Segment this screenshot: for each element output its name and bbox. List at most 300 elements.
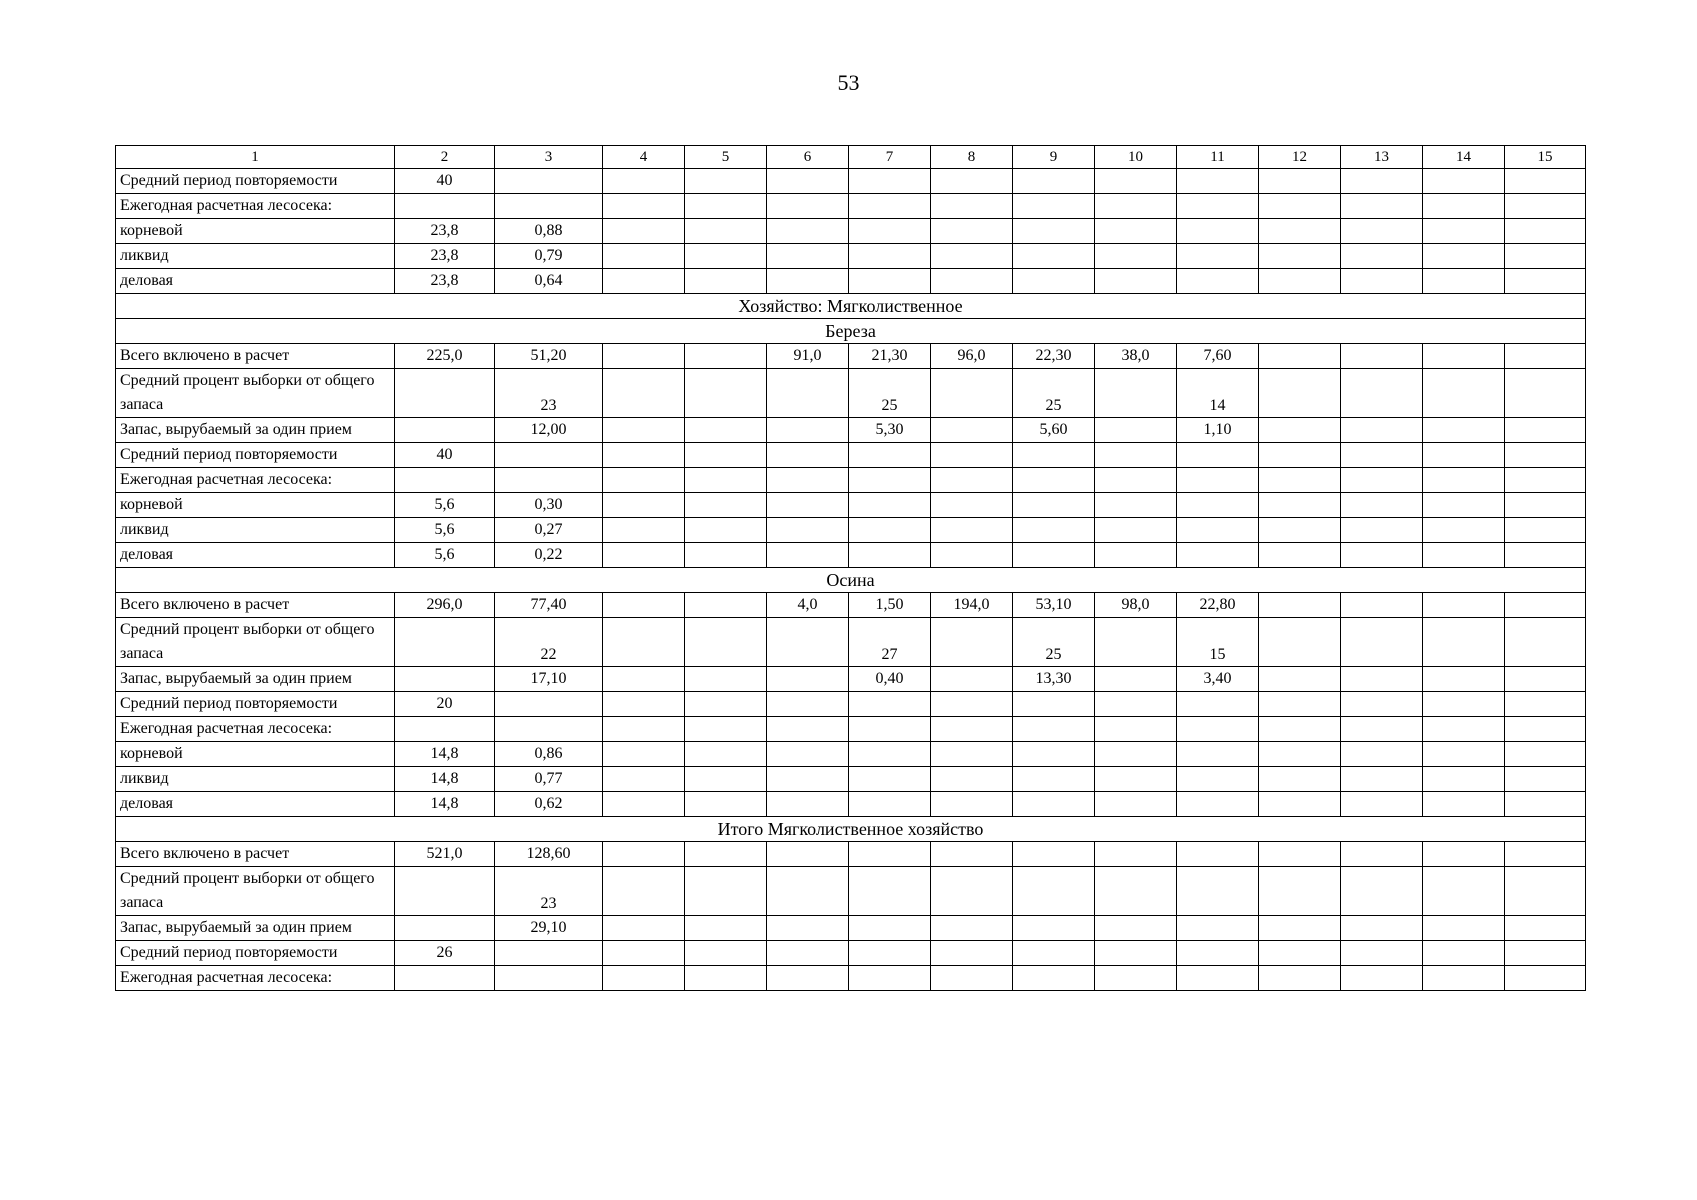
section-title: Осина (116, 568, 1586, 593)
table-cell (767, 269, 849, 294)
table-cell (1423, 543, 1505, 568)
table-cell (931, 966, 1013, 991)
table-cell (1341, 344, 1423, 369)
row-label: Ежегодная расчетная лесосека: (116, 717, 395, 742)
table-row (116, 593, 1586, 618)
table-cell (849, 194, 931, 219)
table-cell (685, 842, 767, 867)
table-cell (1095, 468, 1177, 493)
table-cell (767, 219, 849, 244)
table-cell: 17,10 (495, 667, 603, 692)
table-cell (685, 916, 767, 941)
table-cell: 0,30 (495, 493, 603, 518)
row-label: ликвид (116, 518, 395, 543)
table-cell (767, 767, 849, 792)
row-label: ликвид (116, 244, 395, 269)
table-cell (931, 194, 1013, 219)
table-cell (685, 468, 767, 493)
table-cell (1013, 194, 1095, 219)
table-cell (767, 916, 849, 941)
table-cell (767, 443, 849, 468)
table-cell (395, 468, 495, 493)
table-cell (1341, 518, 1423, 543)
table-cell (931, 792, 1013, 817)
table-cell (603, 941, 685, 966)
table-cell (603, 493, 685, 518)
table-cell (931, 692, 1013, 717)
table-row (116, 966, 1586, 991)
table-cell (767, 493, 849, 518)
table-cell (849, 966, 931, 991)
table-cell (931, 667, 1013, 692)
table-cell (767, 692, 849, 717)
table-cell (1423, 842, 1505, 867)
column-number-cell: 15 (1505, 146, 1586, 169)
table-cell (1341, 966, 1423, 991)
table-cell (931, 493, 1013, 518)
table-cell (1095, 194, 1177, 219)
table-cell (1341, 618, 1423, 667)
row-label: Средний период повторяемости (116, 443, 395, 468)
table-cell (1423, 443, 1505, 468)
table-cell (931, 518, 1013, 543)
table-cell (1423, 518, 1505, 543)
table-cell: 23,8 (395, 244, 495, 269)
table-cell (1259, 941, 1341, 966)
table-cell (1505, 941, 1586, 966)
table-cell (1341, 169, 1423, 194)
table-cell (1505, 717, 1586, 742)
table-cell (1505, 269, 1586, 294)
column-number-cell: 5 (685, 146, 767, 169)
table-cell (685, 344, 767, 369)
table-cell (1259, 269, 1341, 294)
table-cell (603, 468, 685, 493)
table-row (116, 418, 1586, 443)
table-cell (1259, 867, 1341, 916)
table-cell: 77,40 (495, 593, 603, 618)
row-label: корневой (116, 219, 395, 244)
table-cell: 23,8 (395, 219, 495, 244)
table-cell (1505, 169, 1586, 194)
table-cell (395, 717, 495, 742)
row-label: ликвид (116, 767, 395, 792)
column-number-cell: 2 (395, 146, 495, 169)
row-label: Средний процент выборки от общего запаса (116, 867, 395, 916)
table-cell (685, 867, 767, 916)
table-cell: 96,0 (931, 344, 1013, 369)
table-cell (1505, 618, 1586, 667)
table-cell (1095, 867, 1177, 916)
table-cell (1423, 269, 1505, 294)
row-label: Запас, вырубаемый за один прием (116, 667, 395, 692)
table-cell (767, 194, 849, 219)
table-cell (603, 169, 685, 194)
table-cell (1177, 717, 1259, 742)
table-cell (1505, 194, 1586, 219)
table-cell (1177, 916, 1259, 941)
section-header-row (116, 568, 1586, 593)
table-cell (1259, 692, 1341, 717)
table-cell (767, 867, 849, 916)
table-cell (1423, 792, 1505, 817)
table-cell (1423, 966, 1505, 991)
table-cell (1177, 468, 1259, 493)
table-cell: 14,8 (395, 767, 495, 792)
table-cell (849, 941, 931, 966)
table-cell (1095, 767, 1177, 792)
table-row (116, 767, 1586, 792)
table-cell: 38,0 (1095, 344, 1177, 369)
table-body (116, 146, 1586, 991)
table-cell (1177, 219, 1259, 244)
table-cell (1259, 493, 1341, 518)
column-number-cell: 14 (1423, 146, 1505, 169)
table-cell (849, 916, 931, 941)
section-header-row (116, 319, 1586, 344)
table-cell (603, 767, 685, 792)
table-cell (1259, 742, 1341, 767)
table-cell: 91,0 (767, 344, 849, 369)
table-cell (685, 369, 767, 418)
table-cell (685, 219, 767, 244)
table-cell (1423, 468, 1505, 493)
table-cell (1095, 618, 1177, 667)
table-cell (1095, 667, 1177, 692)
column-number-cell: 6 (767, 146, 849, 169)
table-cell (1095, 717, 1177, 742)
table-cell (1177, 518, 1259, 543)
table-cell (495, 169, 603, 194)
table-cell (1341, 792, 1423, 817)
row-label: корневой (116, 493, 395, 518)
page-number: 53 (837, 70, 860, 95)
table-row (116, 792, 1586, 817)
row-label: Средний процент выборки от общего запаса (116, 369, 395, 418)
table-cell: 1,50 (849, 593, 931, 618)
table-cell (1341, 867, 1423, 916)
table-cell (1013, 867, 1095, 916)
table-cell (1013, 219, 1095, 244)
table-cell (685, 667, 767, 692)
table-cell (1505, 966, 1586, 991)
table-cell (1341, 219, 1423, 244)
table-cell (603, 966, 685, 991)
table-row (116, 369, 1586, 418)
table-cell: 7,60 (1177, 344, 1259, 369)
table-cell: 21,30 (849, 344, 931, 369)
table-cell (1341, 692, 1423, 717)
table-row (116, 667, 1586, 692)
table-cell (1423, 244, 1505, 269)
table-cell (1341, 493, 1423, 518)
table-cell: 0,40 (849, 667, 931, 692)
row-label: Средний период повторяемости (116, 169, 395, 194)
table-cell (1177, 742, 1259, 767)
table-cell (1177, 194, 1259, 219)
table-cell (1095, 244, 1177, 269)
table-row (116, 518, 1586, 543)
table-cell (1423, 717, 1505, 742)
table-cell (1259, 767, 1341, 792)
table-cell (1505, 692, 1586, 717)
table-cell (1177, 244, 1259, 269)
table-cell: 12,00 (495, 418, 603, 443)
table-cell: 0,77 (495, 767, 603, 792)
table-row (116, 842, 1586, 867)
column-number-cell: 11 (1177, 146, 1259, 169)
table-cell (1259, 916, 1341, 941)
table-cell: 0,62 (495, 792, 603, 817)
table-cell (1095, 792, 1177, 817)
table-cell (931, 742, 1013, 767)
table-cell (767, 618, 849, 667)
table-cell (767, 966, 849, 991)
table-cell (1177, 443, 1259, 468)
table-cell (1341, 717, 1423, 742)
table-cell (1505, 518, 1586, 543)
table-cell (1341, 742, 1423, 767)
table-cell (603, 418, 685, 443)
row-label: Всего включено в расчет (116, 344, 395, 369)
table-row (116, 692, 1586, 717)
table-cell: 51,20 (495, 344, 603, 369)
table-cell (1423, 219, 1505, 244)
table-cell (1095, 543, 1177, 568)
table-cell (1095, 269, 1177, 294)
table-cell: 13,30 (1013, 667, 1095, 692)
table-cell (495, 692, 603, 717)
table-cell (767, 717, 849, 742)
table-cell (395, 916, 495, 941)
table-cell (1259, 219, 1341, 244)
column-number-cell: 1 (116, 146, 395, 169)
table-cell (1505, 344, 1586, 369)
table-cell (931, 369, 1013, 418)
table-cell (1177, 842, 1259, 867)
table-cell (1013, 767, 1095, 792)
table-cell (1341, 244, 1423, 269)
table-cell (1013, 443, 1095, 468)
table-cell (1505, 742, 1586, 767)
table-cell (1259, 667, 1341, 692)
table-cell (849, 169, 931, 194)
table-cell (849, 543, 931, 568)
table-cell (931, 543, 1013, 568)
table-cell (685, 966, 767, 991)
table-cell (1013, 244, 1095, 269)
table-cell (1423, 344, 1505, 369)
table-cell (849, 867, 931, 916)
table-cell (603, 244, 685, 269)
table-cell (849, 244, 931, 269)
table-cell (767, 667, 849, 692)
table-row (116, 219, 1586, 244)
table-cell: 14,8 (395, 792, 495, 817)
table-cell: 5,6 (395, 493, 495, 518)
table-cell (685, 792, 767, 817)
table-cell (1423, 418, 1505, 443)
table-cell (1259, 418, 1341, 443)
table-cell (1095, 692, 1177, 717)
table-cell (1423, 941, 1505, 966)
table-cell (1505, 916, 1586, 941)
table-cell (1259, 966, 1341, 991)
table-cell (931, 767, 1013, 792)
table-cell (1505, 867, 1586, 916)
table-cell (603, 867, 685, 916)
table-cell (1505, 219, 1586, 244)
table-cell: 128,60 (495, 842, 603, 867)
table-cell (395, 369, 495, 418)
table-cell (1259, 717, 1341, 742)
table-cell (1177, 941, 1259, 966)
table-cell (1341, 369, 1423, 418)
table-cell (395, 667, 495, 692)
table-cell (1259, 443, 1341, 468)
table-cell: 0,27 (495, 518, 603, 543)
table-cell (395, 194, 495, 219)
table-cell (395, 867, 495, 916)
table-cell (849, 518, 931, 543)
table-cell (603, 916, 685, 941)
column-number-cell: 13 (1341, 146, 1423, 169)
column-number-cell: 12 (1259, 146, 1341, 169)
table-cell: 225,0 (395, 344, 495, 369)
row-label: Средний период повторяемости (116, 692, 395, 717)
table-cell: 3,40 (1177, 667, 1259, 692)
table-cell (1505, 767, 1586, 792)
row-label: Всего включено в расчет (116, 842, 395, 867)
table-cell: 521,0 (395, 842, 495, 867)
table-cell: 194,0 (931, 593, 1013, 618)
row-label: Ежегодная расчетная лесосека: (116, 966, 395, 991)
table-cell (1013, 742, 1095, 767)
table-cell (685, 518, 767, 543)
table-cell (1259, 369, 1341, 418)
table-cell (603, 667, 685, 692)
table-cell (1177, 692, 1259, 717)
column-number-cell: 4 (603, 146, 685, 169)
table-cell (685, 692, 767, 717)
table-cell (603, 593, 685, 618)
table-row (116, 717, 1586, 742)
table-cell: 5,60 (1013, 418, 1095, 443)
table-cell (395, 418, 495, 443)
column-number-cell: 8 (931, 146, 1013, 169)
table-cell: 98,0 (1095, 593, 1177, 618)
table-cell (1095, 916, 1177, 941)
table-cell (495, 468, 603, 493)
section-title: Хозяйство: Мягколиственное (116, 294, 1586, 319)
table-cell: 29,10 (495, 916, 603, 941)
table-cell (1259, 468, 1341, 493)
table-cell: 20 (395, 692, 495, 717)
table-row (116, 493, 1586, 518)
table-cell (1013, 169, 1095, 194)
table-cell: 23,8 (395, 269, 495, 294)
table-cell (849, 792, 931, 817)
table-cell (849, 842, 931, 867)
table-row (116, 194, 1586, 219)
table-cell (931, 941, 1013, 966)
table-cell (1341, 941, 1423, 966)
table-cell (1259, 344, 1341, 369)
table-cell (603, 269, 685, 294)
row-label: деловая (116, 792, 395, 817)
table-cell (685, 593, 767, 618)
table-cell (1259, 593, 1341, 618)
table-cell (1095, 518, 1177, 543)
table-cell (603, 543, 685, 568)
table-cell (1095, 443, 1177, 468)
table-cell: 14,8 (395, 742, 495, 767)
table-row (116, 543, 1586, 568)
table-cell (1423, 618, 1505, 667)
table-cell (495, 941, 603, 966)
table-cell (1259, 792, 1341, 817)
table-row (116, 269, 1586, 294)
table-cell (1095, 966, 1177, 991)
table-cell (1095, 169, 1177, 194)
table-cell: 0,79 (495, 244, 603, 269)
table-cell (767, 244, 849, 269)
table-cell (495, 443, 603, 468)
table-cell (931, 219, 1013, 244)
row-label: деловая (116, 269, 395, 294)
table-cell (767, 468, 849, 493)
table-cell (1013, 941, 1095, 966)
table-cell: 0,86 (495, 742, 603, 767)
table-cell (603, 518, 685, 543)
table-cell: 26 (395, 941, 495, 966)
table-cell (1341, 593, 1423, 618)
table-cell (1423, 169, 1505, 194)
table-cell (1013, 543, 1095, 568)
table-cell (1505, 667, 1586, 692)
table-cell (1505, 792, 1586, 817)
table-cell (1095, 219, 1177, 244)
table-cell (1423, 194, 1505, 219)
table-cell (931, 418, 1013, 443)
table-cell (1013, 792, 1095, 817)
table-cell: 1,10 (1177, 418, 1259, 443)
column-number-cell: 3 (495, 146, 603, 169)
table-cell (685, 941, 767, 966)
table-cell: 4,0 (767, 593, 849, 618)
table-cell (1095, 941, 1177, 966)
table-cell (849, 692, 931, 717)
section-title: Итого Мягколиственное хозяйство (116, 817, 1586, 842)
column-number-row (116, 146, 1586, 169)
table-cell (1505, 418, 1586, 443)
table-cell (1259, 169, 1341, 194)
table-cell (1505, 593, 1586, 618)
table-cell (1013, 842, 1095, 867)
table-cell (1259, 842, 1341, 867)
table-cell (849, 493, 931, 518)
table-cell (1177, 493, 1259, 518)
table-cell (1259, 194, 1341, 219)
table-cell (931, 269, 1013, 294)
table-cell (767, 742, 849, 767)
table-cell (685, 244, 767, 269)
table-cell (685, 543, 767, 568)
table-cell (1341, 443, 1423, 468)
table-cell (1259, 543, 1341, 568)
table-cell (603, 344, 685, 369)
table-cell (1423, 916, 1505, 941)
